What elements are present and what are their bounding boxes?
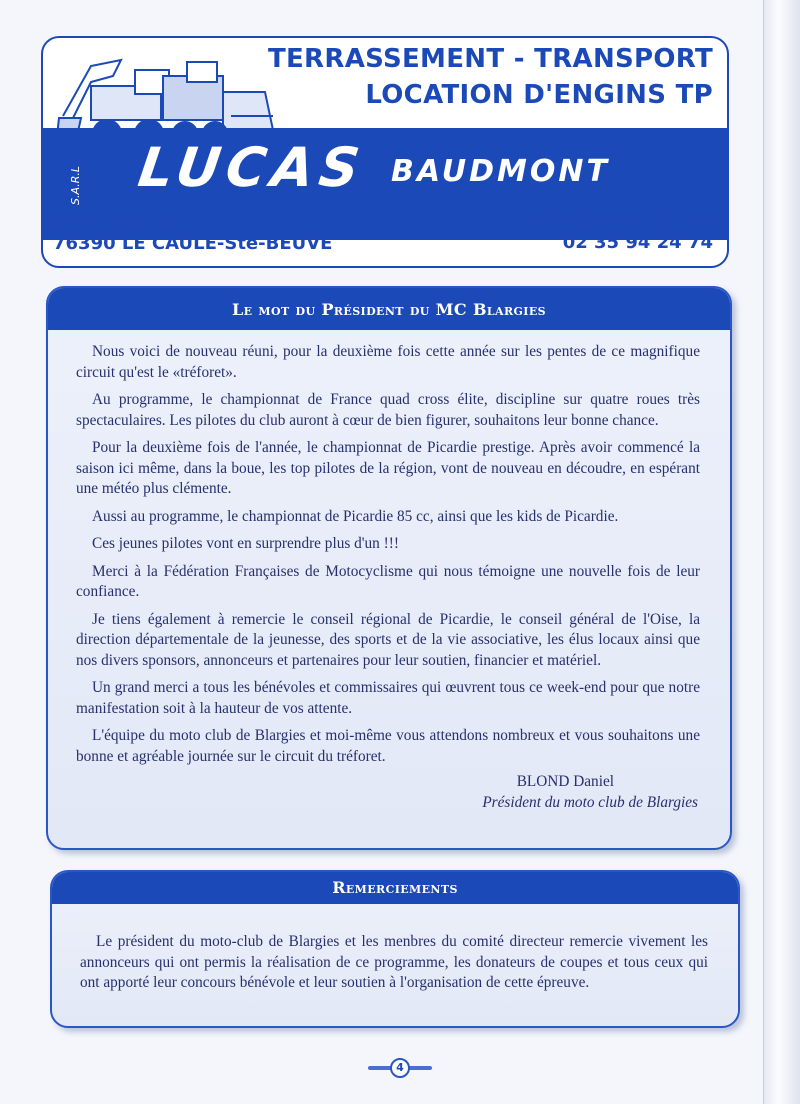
- president-message-title: Le mot du Président du MC Blargies: [48, 288, 730, 330]
- ad-heading-line1: TERRASSEMENT - TRANSPORT: [267, 44, 713, 74]
- thanks-panel: [50, 870, 740, 1028]
- signature-title: Président du moto club de Blargies: [482, 793, 698, 811]
- president-message-body: [48, 330, 730, 813]
- paragraph: Nous voici de nouveau réuni, pour la deuxième fois cette année sur les pentes de ce magnifique circuit qu'est le «tréforet».: [76, 343, 700, 381]
- next-page-edge: [763, 0, 800, 1104]
- address-line1: L'AVENTURE: [53, 213, 178, 234]
- president-message-panel: [46, 286, 732, 850]
- paragraph: Le président du moto-club de Blargies et les menbres du comité directeur remercie vivement les annonceurs qui ont permis la réalisation de ce programme, les donateurs de coupes et tous ceux qui ont apporté leur concours bénévole et leur soutien à l'organisation de cette épreuve.: [80, 933, 708, 991]
- paragraph: Au programme, le championnat de France quad cross élite, discipline sur quatre roues très spectaculaires. Les pilotes du club auront à cœur de bien figurer, souhaitons leur bonne chance.: [76, 391, 700, 429]
- paragraph: Pour la deuxième fois de l'année, le championnat de Picardie prestige. Après avoir commencé la saison ici même, dans la boue, les top pilotes de la région, vont de nouveau en découdre, en espérant une météo plus clémente.: [76, 439, 700, 497]
- advertisement-box: [41, 36, 729, 268]
- phone-line1: Tél. 03 44 04 88 41: [521, 210, 713, 231]
- paragraph: Aussi au programme, le championnat de Picardie 85 cc, ainsi que les kids de Picardie.: [92, 507, 619, 525]
- company-name-first: LUCAS: [134, 136, 370, 199]
- company-address: [53, 214, 332, 254]
- page-number-value: 4: [390, 1058, 410, 1078]
- paragraph: Je tiens également à remercie le conseil régional de Picardie, le conseil général de l'Oise, la direction départementale de la jeunesse, des sports et de la vie associative, les élus locaux ainsi que nos divers sponsors, annonceurs et partenaires pour leur soutien, financier et matériel.: [76, 610, 700, 669]
- thanks-body: [52, 904, 738, 994]
- paragraph: L'équipe du moto club de Blargies et moi-même vous attendons nombreux et vous souhaitons une bonne et agréable journée sur le circuit du tréforet.: [76, 727, 700, 765]
- address-line2: 76390 LE CAULE-Ste-BEUVE: [53, 233, 333, 254]
- company-phones: [521, 210, 713, 254]
- page-number: [368, 1058, 432, 1078]
- signature: [76, 772, 698, 813]
- signature-name: BLOND Daniel: [516, 773, 614, 790]
- paragraph: Un grand merci a tous les bénévoles et commissaires qui œuvrent tous ce week-end pour que notre manifestation soit à la hauteur de vos attente.: [76, 679, 700, 717]
- paragraph: Merci à la Fédération Françaises de Motocyclisme qui nous témoigne une nouvelle fois de leur confiance.: [76, 562, 700, 600]
- thanks-title: Remerciements: [52, 872, 738, 904]
- ad-heading-line2: LOCATION D'ENGINS TP: [365, 80, 713, 110]
- phone-line2: 02 35 94 24 74: [562, 232, 713, 253]
- legal-form-label: S.A.R.L: [69, 166, 82, 206]
- paragraph: Ces jeunes pilotes vont en surprendre plus d'un !!!: [92, 535, 399, 552]
- company-name-second: BAUDMONT: [391, 154, 610, 189]
